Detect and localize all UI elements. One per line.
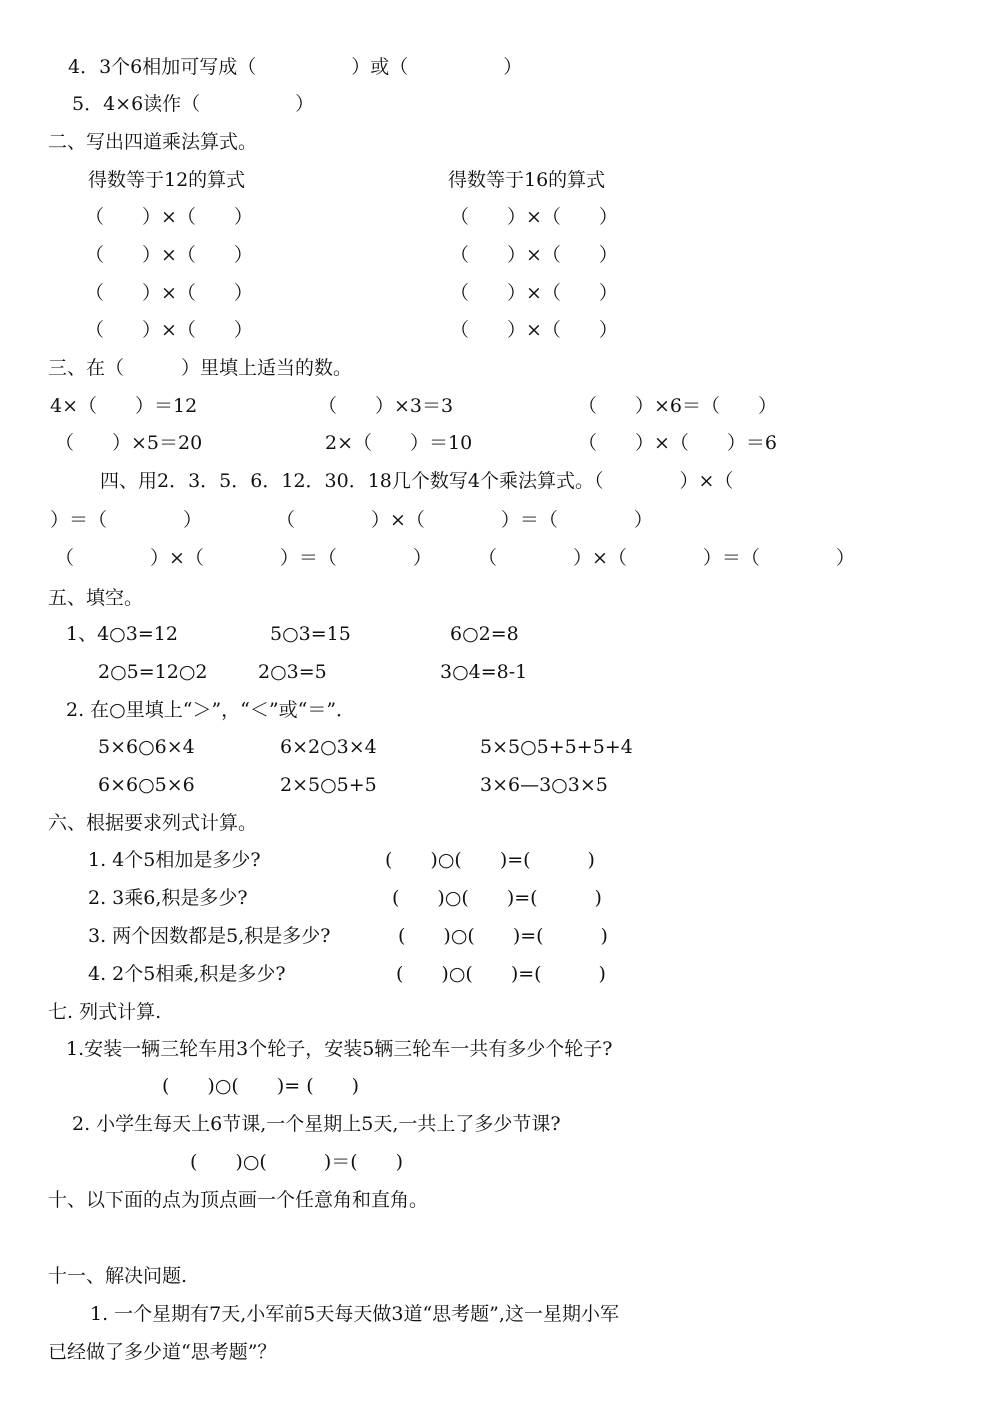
blank-expression: （ ）×（ ） xyxy=(450,282,618,304)
fill-in-equation: 4×（ ）＝12 xyxy=(50,395,198,417)
section-10-heading: 十、以下面的点为顶点画一个任意角和直角。 xyxy=(48,1189,429,1211)
fill-in-equation: （ ）×3＝3 xyxy=(318,395,454,417)
answer-template: ( )○( )＝( ) xyxy=(190,1151,404,1173)
comparison-question: 5×5○5+5+5+4 xyxy=(480,736,633,758)
blank-equation: （ ）×（ ）＝（ ） xyxy=(276,509,653,531)
item-5-read-multiplication: 5．4×6读作（ ） xyxy=(72,93,315,115)
operator-circle-question: 3○4=8-1 xyxy=(440,661,528,683)
section-11-heading: 十一、解决问题. xyxy=(48,1265,188,1287)
fill-in-equation: 2×（ ）＝10 xyxy=(325,432,473,454)
comparison-instruction: 2. 在○里填上“＞”，“＜”或“＝”． xyxy=(66,699,356,721)
blank-expression: （ ）×（ ） xyxy=(85,244,253,266)
section-7-heading: 七. 列式计算. xyxy=(48,1001,162,1023)
fill-in-equation: （ ）×6＝（ ） xyxy=(578,395,778,417)
answer-template: ( )○( )= ( ) xyxy=(162,1075,360,1097)
comparison-question: 5×6○6×4 xyxy=(98,736,195,758)
subheading-product-16: 得数等于16的算式 xyxy=(448,169,606,191)
answer-template: ( )○( )=( ) xyxy=(396,963,606,985)
section-4-heading: 四、用2．3．5．6．12．30．18几个数写4个乘法算式。（ ）×（ xyxy=(100,470,734,492)
blank-expression: （ ）×（ ） xyxy=(85,206,253,228)
word-question: 3. 两个因数都是5,积是多少? xyxy=(88,925,331,947)
blank-expression: （ ）×（ ） xyxy=(85,319,253,341)
blank-equation: （ ）×（ ）＝（ ） xyxy=(478,547,855,569)
comparison-question: 6×2○3×4 xyxy=(280,736,377,758)
operator-circle-question: 6○2=8 xyxy=(450,623,519,645)
word-problem-continued: 已经做了多少道“思考题”？ xyxy=(48,1341,277,1363)
operator-circle-question: 2○3=5 xyxy=(258,661,327,683)
word-question: 1. 4个5相加是多少? xyxy=(88,849,261,871)
word-question: 2. 3乘6,积是多少? xyxy=(88,887,248,909)
answer-template: ( )○( )=( ) xyxy=(385,849,595,871)
blank-expression: （ ）×（ ） xyxy=(85,282,253,304)
blank-expression: （ ）×（ ） xyxy=(450,319,618,341)
operator-circle-question: 1、4○3=12 xyxy=(66,623,178,645)
comparison-question: 3×6—3○3×5 xyxy=(480,774,608,796)
subheading-product-12: 得数等于12的算式 xyxy=(88,169,246,191)
blank-equation: （ ）×（ ）＝（ ） xyxy=(55,547,432,569)
word-question: 4. 2个5相乘,积是多少? xyxy=(88,963,286,985)
section-3-heading: 三、在（ ）里填上适当的数。 xyxy=(48,357,353,379)
answer-template: ( )○( )=( ) xyxy=(392,887,602,909)
item-4-repeated-addition: 4．3个6相加可写成（ ）或（ ） xyxy=(68,56,523,78)
word-problem: 2. 小学生每天上6节课,一个星期上5天,一共上了多少节课? xyxy=(72,1113,561,1135)
operator-circle-question: 2○5=12○2 xyxy=(98,661,208,683)
fill-in-equation: （ ）×5＝20 xyxy=(55,432,203,454)
section-2-heading: 二、写出四道乘法算式。 xyxy=(48,131,258,153)
fill-in-equation: （ ）×（ ）＝6 xyxy=(578,432,778,454)
blank-expression: （ ）×（ ） xyxy=(450,244,618,266)
comparison-question: 2×5○5+5 xyxy=(280,774,377,796)
operator-circle-question: 5○3=15 xyxy=(270,623,351,645)
word-problem: 1. 一个星期有7天,小军前5天每天做3道“思考题”,这一星期小军 xyxy=(90,1303,619,1325)
comparison-question: 6×6○5×6 xyxy=(98,774,195,796)
section-5-heading: 五、填空。 xyxy=(48,587,144,609)
blank-expression: （ ）×（ ） xyxy=(450,206,618,228)
section-6-heading: 六、根据要求列式计算。 xyxy=(48,812,258,834)
word-problem: 1.安装一辆三轮车用3个轮子，安装5辆三轮车一共有多少个轮子? xyxy=(66,1038,613,1060)
blank-equation: ）＝（ ） xyxy=(50,509,203,531)
answer-template: ( )○( )=( ) xyxy=(398,925,608,947)
